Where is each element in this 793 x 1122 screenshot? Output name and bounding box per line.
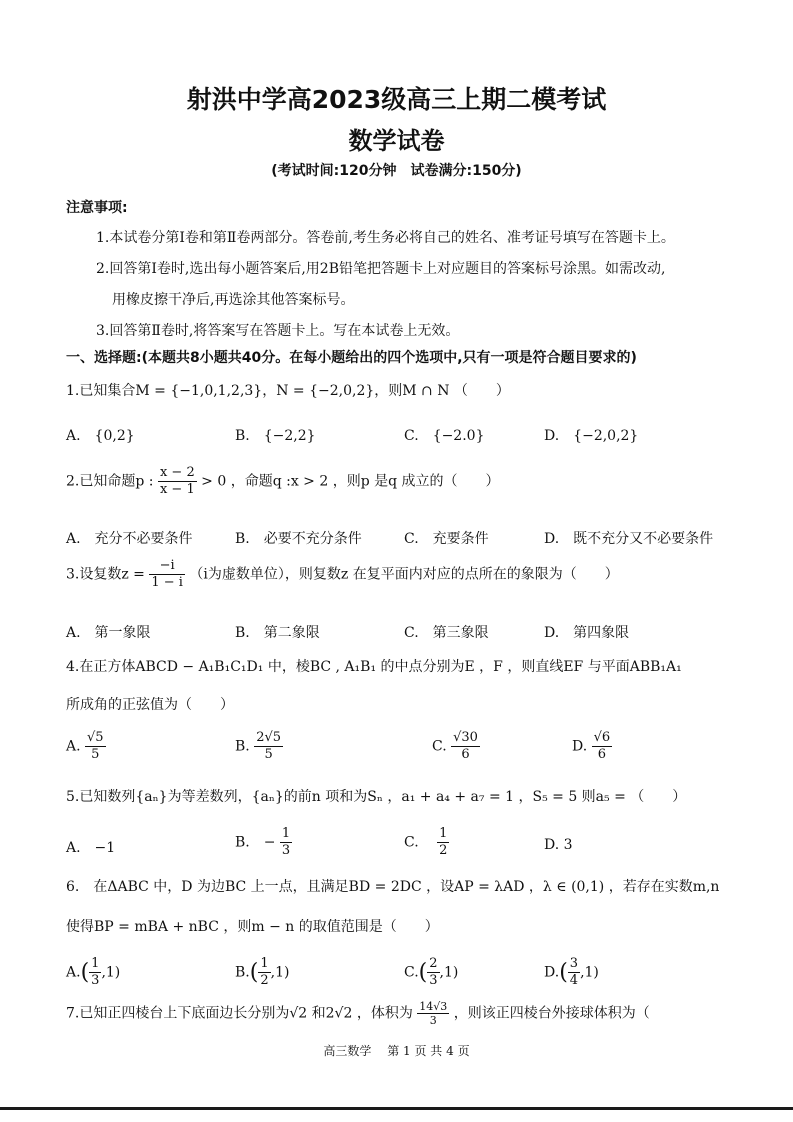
frac-den: 6 [461, 747, 470, 762]
page-footer: 高三数学 第 1 页 共 4 页 [323, 1044, 470, 1058]
frac-num: 3 [569, 956, 579, 971]
q4-option-a-label: A. [66, 738, 81, 755]
question-2-stem [66, 465, 500, 498]
q3-frac-den: 1 − i [151, 575, 183, 590]
frac-den: 3 [281, 843, 291, 858]
q6-option-b: B.( $\frac{1}{2}$ ,1) [235, 956, 290, 988]
q3-option-b: B. 第二象限 [235, 625, 320, 641]
q4-option-d-fraction [592, 730, 613, 763]
q1-option-a: A. {0,2} [66, 428, 135, 444]
q2-option-d: D. 既不充分又不必要条件 [544, 531, 714, 547]
q5-option-a [66, 837, 115, 857]
question-1-stem: 1.已知集合M = {−1,0,1,2,3}，N = {−2,0,2}，则M ∩ N （ ） [66, 383, 510, 399]
frac-den: 2 [439, 843, 448, 858]
q2-frac-num: x − 2 [159, 465, 195, 480]
q3-option-a: A. 第一象限 [66, 625, 151, 641]
frac-den: 3 [91, 973, 100, 988]
question-4-stem: 4.在正方体ABCD − A₁B₁C₁D₁ 中，棱BC , A₁B₁ 的中点分别为E ，F ，则直线EF 与平面ABB₁A₁ [66, 659, 682, 675]
q7-prefix: 7.已知正四棱台上下底面边长分别为√2 和2√2 ，体积为 [66, 1005, 413, 1022]
q6-option-c-tail: ,1) [439, 964, 459, 981]
q5-option-d [544, 837, 573, 853]
frac-num: 1 [260, 956, 269, 971]
q4-option-c [432, 730, 480, 763]
q1-option-b: B. {−2,2} [235, 428, 316, 444]
frac-num: 1 [439, 826, 448, 841]
frac-den: 5 [91, 747, 100, 762]
note-item: 2.回答第Ⅰ卷时,选出每小题答案后,用2B铅笔把答题卡上对应题目的答案标号涂黑。如需改动, [96, 261, 666, 277]
q2-option-a: A. 充分不必要条件 [66, 531, 193, 547]
frac-den: 4 [569, 973, 579, 988]
q7-frac-num: 14√3 [419, 1000, 448, 1013]
frac-den: 6 [597, 747, 607, 762]
exam-subtitle: 数学试卷 [348, 127, 445, 155]
q5-option-c-label: C. [404, 834, 433, 851]
q6-option-d-fraction [568, 956, 580, 989]
q7-suffix: ，则该正四棱台外接球体积为（ [453, 1005, 650, 1022]
frac-den: 3 [429, 973, 438, 988]
q5-option-b-fraction [280, 826, 292, 859]
q3-frac-num: −i [149, 558, 185, 575]
q3-fraction [149, 558, 185, 591]
exam-info: (考试时间:120分钟 试卷满分:150分) [271, 163, 522, 179]
frac-num: √5 [87, 730, 104, 745]
question-6-stem-line2: 使得BP = mBA + nBC ，则m − n 的取值范围是（ ） [66, 919, 439, 935]
frac-num: 1 [281, 826, 291, 841]
q6-option-c-label: C. [404, 964, 419, 981]
q2-option-c: C. 充要条件 [404, 531, 489, 547]
q3-option-d: D. 第四象限 [544, 625, 630, 641]
q4-option-b [235, 730, 283, 763]
question-4-stem-line2: 所成角的正弦值为（ ） [66, 697, 234, 713]
q5-option-c-fraction [437, 826, 449, 859]
q6-option-c: C.( $\frac{2}{3}$ ,1) [404, 956, 459, 988]
q6-option-c-fraction [427, 956, 439, 989]
q3-suffix: （i为虚数单位），则复数z 在复平面内对应的点所在的象限为（ ） [189, 566, 619, 583]
q6-option-d-tail: ,1) [580, 964, 599, 981]
q2-option-b: B. 必要不充分条件 [235, 531, 362, 547]
q6-option-d-label: D. [544, 964, 560, 981]
frac-den: 2 [260, 973, 269, 988]
q2-suffix: > 0 ，命题q :x > 2 ，则p 是q 成立的（ ） [201, 473, 500, 490]
q1-option-d: D. {−2,0,2} [544, 428, 639, 444]
q4-option-b-fraction [254, 730, 283, 763]
q4-option-a-fraction [85, 730, 106, 763]
q7-fraction [417, 1000, 449, 1027]
question-7-stem [66, 1000, 650, 1027]
exam-title: 射洪中学高2023级高三上期二模考试 [186, 85, 607, 114]
q2-fraction [158, 465, 197, 498]
q2-frac-den: x − 1 [159, 482, 195, 497]
question-6-stem: 6. 在ΔABC 中，D 为边BC 上一点，且满足BD = 2DC ，设AP = λAD ，λ ∈ (0,1) ，若存在实数m,n [66, 879, 720, 895]
q6-option-b-fraction [258, 956, 270, 989]
frac-num: √6 [593, 730, 611, 745]
note-item: 3.回答第Ⅱ卷时,将答案写在答题卡上。写在本试卷上无效。 [96, 323, 460, 339]
q6-option-a-label: A. [66, 964, 81, 981]
section-heading: 一、选择题:(本题共8小题共40分。在每小题给出的四个选项中,只有一项是符合题目要求的) [66, 350, 637, 366]
q4-option-d [572, 730, 612, 763]
q4-option-c-label: C. [432, 738, 447, 755]
question-3-stem [66, 558, 619, 591]
frac-num: 2 [429, 956, 438, 971]
q6-option-d: D.( $\frac{3}{4}$ ,1) [544, 956, 599, 988]
q5-option-b-label: B. − [235, 834, 276, 851]
note-item: 用橡皮擦干净后,再选涂其他答案标号。 [112, 292, 355, 308]
frac-num: 1 [91, 956, 100, 971]
bottom-border [0, 1107, 793, 1110]
frac-den: 5 [264, 747, 273, 762]
notes-heading: 注意事项: [66, 200, 128, 216]
q5-option-b [235, 826, 292, 859]
q5-option-d-label: D. 3 [544, 837, 573, 853]
q4-option-a [66, 730, 106, 763]
q4-option-d-label: D. [572, 738, 588, 755]
q4-option-c-fraction [451, 730, 480, 763]
frac-num: √30 [453, 730, 478, 745]
frac-num: 2√5 [256, 730, 282, 745]
q5-option-a-label: A. −1 [66, 840, 116, 856]
q2-prefix: 2.已知命题p : [66, 473, 154, 490]
q3-option-c: C. 第三象限 [404, 625, 489, 641]
q6-option-a-tail: ,1) [101, 964, 121, 981]
q4-option-b-label: B. [235, 738, 250, 755]
q5-option-c [404, 826, 449, 859]
q6-option-b-label: B. [235, 964, 250, 981]
q3-prefix: 3.设复数z = [66, 566, 145, 583]
q7-frac-den: 3 [429, 1014, 437, 1027]
q6-option-a-fraction [89, 956, 101, 989]
q1-option-c: C. {−2.0} [404, 428, 485, 444]
q6-option-b-tail: ,1) [270, 964, 290, 981]
q6-option-a: A.( $\frac{1}{3}$ ,1) [66, 956, 121, 988]
note-item: 1.本试卷分第Ⅰ卷和第Ⅱ卷两部分。答卷前,考生务必将自己的姓名、准考证号填写在答题卡上。 [96, 230, 675, 246]
question-5-stem: 5.已知数列{aₙ}为等差数列，{aₙ}的前n 项和为Sₙ ，a₁ + a₄ + a₇ = 1 ，S₅ = 5 则a₅ = （ ） [66, 789, 687, 805]
